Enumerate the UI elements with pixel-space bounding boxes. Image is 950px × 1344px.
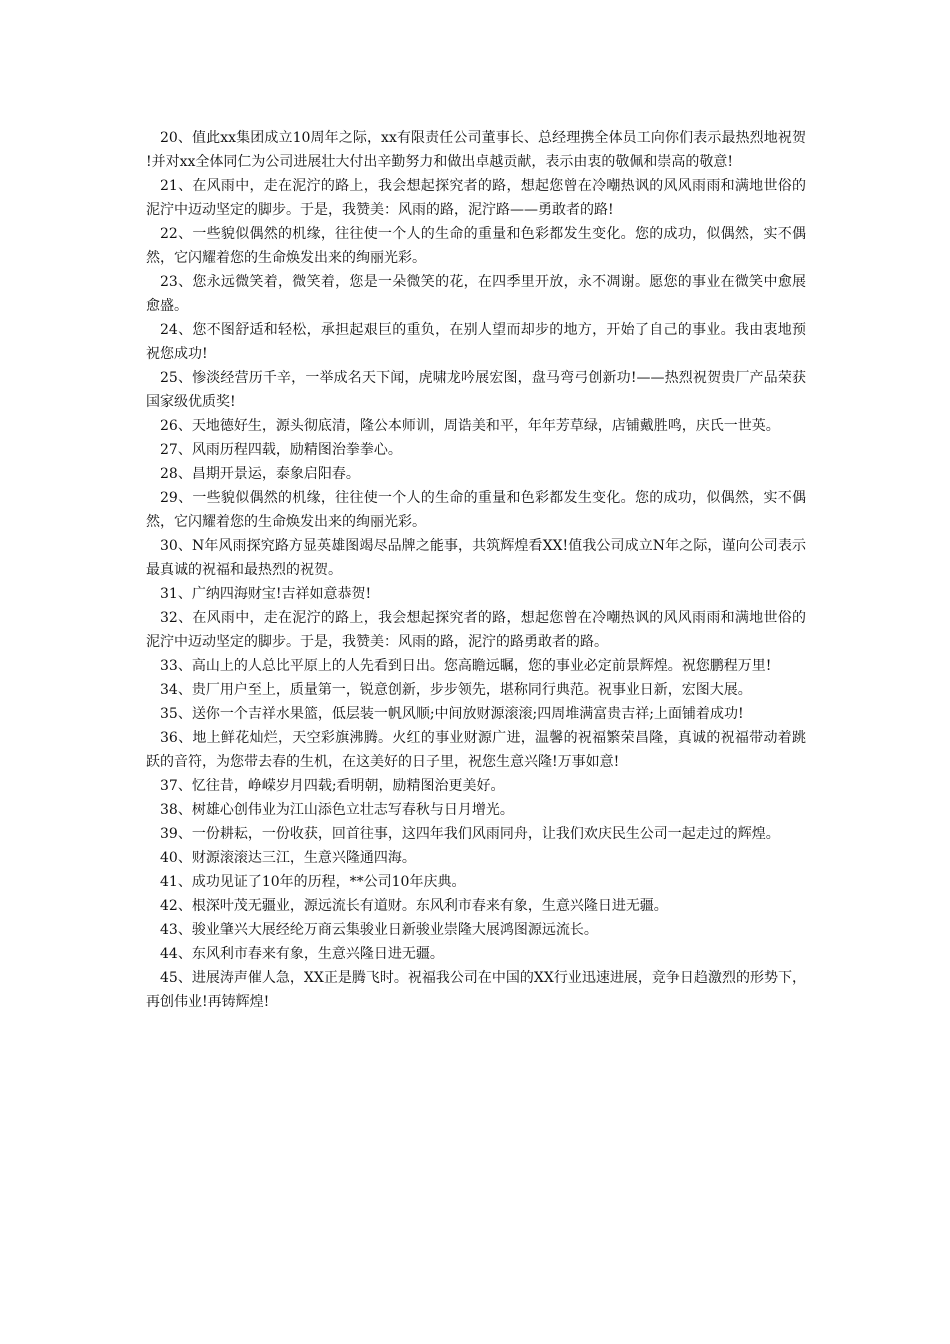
paragraph-31: 31、广纳四海财宝!吉祥如意恭贺! xyxy=(160,586,372,602)
paragraph-37: 37、忆往昔，峥嵘岁月四载;看明朝，励精图治更美好。 xyxy=(160,778,505,794)
paragraph-28: 28、昌期开景运，泰象启阳春。 xyxy=(160,466,360,482)
paragraph-20: 20、值此xx集团成立10周年之际，xx有限责任公司董事长、总经理携全体员工向你们表示最热烈地祝贺!并对xx全体同仁为公司进展壮大付出辛勤努力和做出卓越贡献，表示由衷的敬佩和崇高的敬意! xyxy=(146,130,806,170)
paragraph-35: 35、送你一个吉祥水果篮，低层装一帆风顺;中间放财源滚滚;四周堆满富贵吉祥;上面铺着成功! xyxy=(160,706,744,722)
paragraph-29: 29、一些貌似偶然的机缘，往往使一个人的生命的重量和色彩都发生变化。您的成功，似偶然，实不偶然，它闪耀着您的生命焕发出来的绚丽光彩。 xyxy=(146,490,806,530)
paragraph-26: 26、天地德好生，源头彻底清，隆公本师训，周诰美和平，年年芳草绿，店铺戴胜鸣，庆氏一世英。 xyxy=(160,418,780,434)
paragraph-32: 32、在风雨中，走在泥泞的路上，我会想起探究者的路，想起您曾在冷嘲热讽的风风雨雨和满地世俗的泥泞中迈动坚定的脚步。于是，我赞美：风雨的路，泥泞的路勇敢者的路。 xyxy=(146,610,806,650)
paragraph-36: 36、地上鲜花灿烂，天空彩旗沸腾。火红的事业财源广进，温馨的祝福繁荣昌隆，真诚的祝福带动着跳跃的音符，为您带去春的生机，在这美好的日子里，祝您生意兴隆!万事如意! xyxy=(146,730,806,770)
paragraph-45: 45、进展涛声催人急，XX正是腾飞时。祝福我公司在中国的XX行业迅速进展，竞争日趋激烈的形势下，再创伟业!再铸辉煌! xyxy=(146,970,806,1010)
document-body xyxy=(146,126,806,1014)
paragraph-27: 27、风雨历程四载，励精图治拳拳心。 xyxy=(160,442,402,458)
paragraph-34: 34、贵厂用户至上，质量第一，锐意创新，步步领先，堪称同行典范。祝事业日新，宏图大展。 xyxy=(160,682,752,698)
paragraph-33: 33、高山上的人总比平原上的人先看到日出。您高瞻远瞩，您的事业必定前景辉煌。祝您鹏程万里! xyxy=(160,658,772,674)
paragraph-39: 39、一份耕耘，一份收获，回首往事，这四年我们风雨同舟，让我们欢庆民生公司一起走过的辉煌。 xyxy=(160,826,780,842)
paragraph-43: 43、骏业肇兴大展经纶万商云集骏业日新骏业崇隆大展鸿图源远流长。 xyxy=(160,922,598,938)
paragraph-21: 21、在风雨中，走在泥泞的路上，我会想起探究者的路，想起您曾在冷嘲热讽的风风雨雨和满地世俗的泥泞中迈动坚定的脚步。于是，我赞美：风雨的路，泥泞路——勇敢者的路! xyxy=(146,178,806,218)
paragraph-44: 44、东风利市春来有象，生意兴隆日进无疆。 xyxy=(160,946,444,962)
paragraph-41: 41、成功见证了10年的历程，**公司10年庆典。 xyxy=(160,874,466,890)
paragraph-23: 23、您永远微笑着，微笑着，您是一朵微笑的花，在四季里开放，永不凋谢。愿您的事业在微笑中愈展愈盛。 xyxy=(146,274,806,314)
paragraph-24: 24、您不图舒适和轻松，承担起艰巨的重负，在别人望而却步的地方，开始了自己的事业。我由衷地预祝您成功! xyxy=(146,322,806,362)
paragraph-42: 42、根深叶茂无疆业，源远流长有道财。东风利市春来有象，生意兴隆日进无疆。 xyxy=(160,898,668,914)
paragraph-22: 22、一些貌似偶然的机缘，往往使一个人的生命的重量和色彩都发生变化。您的成功，似偶然，实不偶然，它闪耀着您的生命焕发出来的绚丽光彩。 xyxy=(146,226,806,266)
paragraph-30: 30、N年风雨探究路方显英雄图竭尽品牌之能事，共筑辉煌看XX!值我公司成立N年之际，谨向公司表示最真诚的祝福和最热烈的祝贺。 xyxy=(146,538,806,578)
paragraph-40: 40、财源滚滚达三江，生意兴隆通四海。 xyxy=(160,850,416,866)
paragraph-25: 25、惨淡经营历千辛，一举成名天下闻，虎啸龙吟展宏图，盘马弯弓创新功!——热烈祝贺贵厂产品荣获国家级优质奖! xyxy=(146,370,806,410)
paragraph-38: 38、树雄心创伟业为江山添色立壮志写春秋与日月增光。 xyxy=(160,802,514,818)
